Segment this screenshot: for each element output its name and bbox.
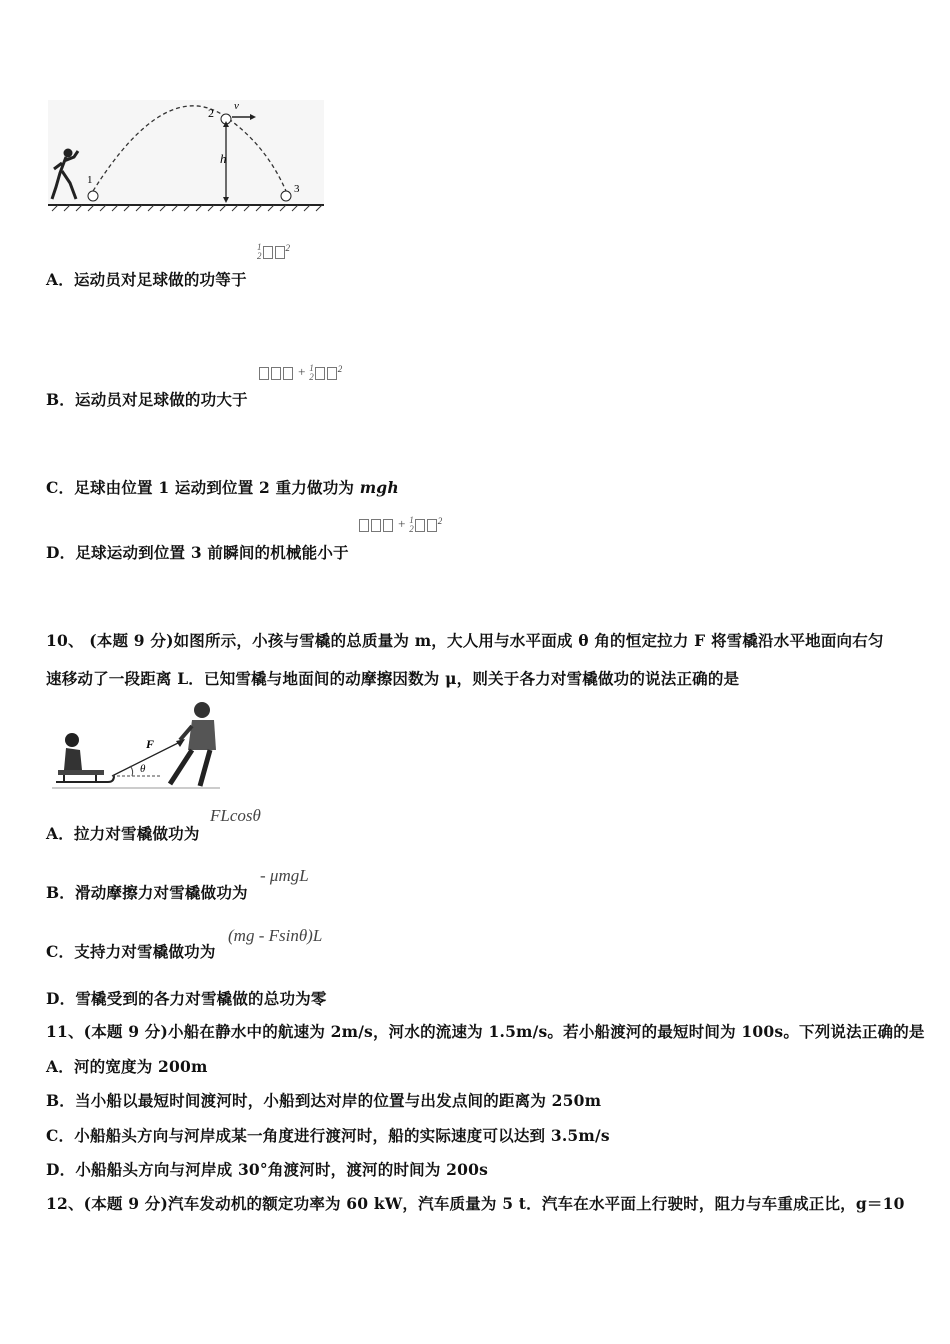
option-label: C． [46,942,75,961]
q10-option-b [46,881,248,903]
q10-option-a [46,822,200,844]
option-label: C． [46,478,75,497]
q10-option-c [46,940,216,962]
option-label: B． [46,390,76,409]
frac-den: 2 [409,524,414,535]
q11-option-c [46,1124,610,1146]
option-text: 足球运动到位置 3 前瞬间的机械能小于 [75,543,349,562]
q10-stem-line2: 速移动了一段距离 L．已知雪橇与地面间的动摩擦因数为 μ，则关于各力对雪橇做功的说法正确的是 [46,669,740,688]
option-label: A． [46,1057,74,1076]
option-text: 当小船以最短时间渡河时，小船到达对岸的位置与出发点间的距离为 250m [75,1091,602,1110]
q9-option-d-formula [358,516,442,534]
label-h: h [220,151,227,166]
q10-option-a-formula: FLcosθ [210,806,261,825]
q11-option-d [46,1158,488,1180]
q10-option-c-formula: (mg - Fsinθ)L [228,926,323,945]
label-3: 3 [294,183,300,195]
option-text: 拉力对雪橇做功为 [73,824,200,843]
force-label: F [146,737,155,751]
option-label: A． [46,824,74,843]
frac-den: 2 [257,251,262,262]
option-label: B． [46,1091,76,1110]
option-label: A． [46,270,74,289]
q9-option-a-formula [257,243,290,261]
option-text: 雪橇受到的各力对雪橇做的总功为零 [75,989,327,1008]
sled-figure [52,698,222,794]
plus: + [297,364,307,379]
option-text: 运动员对足球做的功等于 [73,270,247,289]
option-label: D． [46,989,76,1008]
ball-position-1 [88,191,98,201]
option-text: 足球由位置 1 运动到位置 2 重力做功为 [74,478,360,497]
q10-stem-line1: 10、 (本题 9 分)如图所示，小孩与雪橇的总质量为 m，大人用与水平面成 θ 角的恒定拉力 F 将雪橇沿水平地面向右匀 [46,631,884,650]
ball-position-3 [281,191,291,201]
label-1: 1 [87,174,93,186]
exp: 2 [437,516,443,526]
q9-option-a [46,268,247,290]
exp: 2 [285,243,290,253]
option-text: 河的宽度为 200m [73,1057,208,1076]
q9-option-b [46,388,248,410]
frac-num: 1 [257,242,262,253]
frac-num: 1 [309,363,314,374]
q10-option-b-formula: - μmgL [260,866,309,885]
q10-option-d [46,987,327,1009]
q9-option-d [46,541,349,563]
option-label: D． [46,1160,76,1179]
option-var: mgh [359,478,399,497]
option-label: B． [46,883,76,902]
option-label: D． [46,543,76,562]
option-text: 运动员对足球做的功大于 [75,390,248,409]
option-text: 小船船头方向与河岸成某一角度进行渡河时，船的实际速度可以达到 3.5m/s [74,1126,610,1145]
exp: 2 [337,364,343,374]
q11-stem: 11、(本题 9 分)小船在静水中的航速为 2m/s，河水的流速为 1.5m/s。若小船渡河的最短时间为 100s。下列说法正确的是 [46,1022,925,1041]
option-label: C． [46,1126,75,1145]
q12-stem: 12、(本题 9 分)汽车发动机的额定功率为 60 kW，汽车质量为 5 t．汽车在水平面上行驶时，阻力与车重成正比，g＝10 [46,1194,905,1213]
frac-num: 1 [409,515,414,526]
q9-option-b-formula [258,364,342,382]
theta-label: θ [140,763,146,775]
q9-option-c [46,476,399,498]
label-v: v [234,100,239,112]
option-text: 小船船头方向与河岸成 30°角渡河时，渡河的时间为 200s [75,1160,489,1179]
football-trajectory-figure [46,95,331,215]
q11-option-a [46,1055,208,1077]
option-text: 支持力对雪橇做功为 [74,942,216,961]
frac-den: 2 [309,372,314,383]
option-text: 滑动摩擦力对雪橇做功为 [75,883,248,902]
label-2: 2 [208,106,214,120]
plus: + [397,516,407,531]
q11-option-b [46,1089,601,1111]
child-on-sled-icon [56,733,114,782]
